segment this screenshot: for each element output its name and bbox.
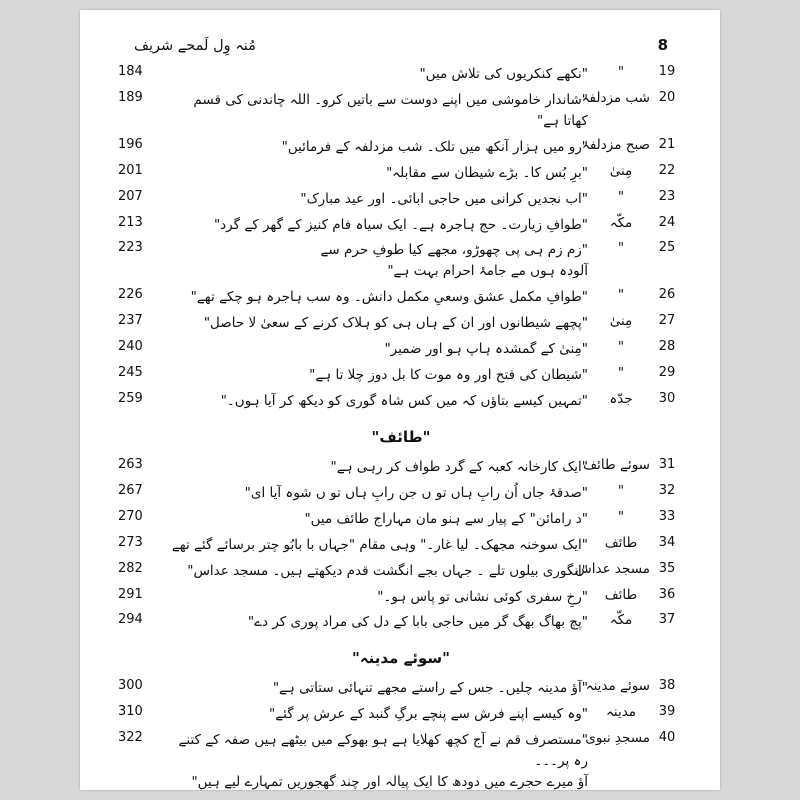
toc-section-heading: "سوئے مدینہ" [352,649,450,668]
toc-entry-title-line: "آؤ مدینہ چلیں۔ جس کے راستے مجھے تنہائی ستاتی ہے" [272,680,588,697]
toc-entry-row[interactable] [118,161,684,187]
toc-entry-title-line: "تمہیں کیسے بتاؤں کہ میں کس شاہ گوری کو دیکھ کر آیا ہوں۔" [220,392,588,409]
toc-entry-row[interactable] [118,728,684,790]
toc-entry-page: 267 [118,482,143,498]
toc-entry-title-line: "د رامائن" کے پیار سے ہنو مان مہاراج طائف میں" [304,510,588,527]
toc-entry-title-line: "پچ بھاگ بھگ گر میں حاجی بابا کے دل کی مراد پوری کر دے" [247,614,588,631]
toc-entry-title-continuation: آلودہ ہوں مے جامۂ احرام بہت ہے" [387,263,588,280]
toc-section-heading-row [118,415,684,455]
toc-entry-index: 19 [658,64,676,79]
toc-entry-title-line: "رو میں ہزار آنکھ میں تلک۔ شب مزدلفہ کے فرمائیں" [281,138,588,155]
toc-entry-row[interactable] [118,533,684,559]
toc-entry-index: 29 [658,365,676,381]
toc-entry-index: 27 [658,313,676,329]
toc-entry-place: صبح مزدلفہ [581,136,650,153]
toc-entry-row[interactable] [118,88,684,135]
toc-entry-index: 36 [658,586,676,602]
toc-entry-page: 207 [118,188,143,204]
toc-entry-title[interactable] [158,389,592,415]
toc-entry-place: " [617,508,625,525]
toc-entry-row[interactable] [118,135,684,161]
toc-entry-index: 40 [658,730,676,746]
toc-entry-place: طائف [604,534,638,551]
toc-entry-page: 310 [118,704,143,720]
toc-entry-page: 245 [118,365,143,381]
toc-entry-page: 223 [118,240,143,256]
toc-entry-row[interactable] [118,507,684,533]
toc-entry-place: مکّہ [609,612,633,629]
toc-entry-index: 38 [658,678,676,694]
toc-entry-index: 37 [658,612,676,628]
toc-entry-row[interactable] [118,238,684,285]
toc-entry-place: مدینہ [605,704,637,721]
toc-entry-page: 282 [118,560,143,576]
toc-entry-title[interactable] [158,507,592,533]
toc-entry-index: 35 [658,560,676,576]
toc-entry-title-line: "زم زم ہی پی چھوڑو، مجھے کیا طوفِ حرم سے [320,242,588,259]
toc-entry-title-line: "شاندار خاموشی میں اپنے دوست سے باتیں کرو۔ اللہ چاندنی کی قسم کھاتا ہے" [193,91,588,129]
toc-section-heading-row [118,636,684,676]
toc-entry-title[interactable] [158,135,592,161]
toc-entry-page: 189 [118,89,143,105]
toc-entry-title-continuation: آؤ میرے حجرے میں دودھ کا ایک پیالہ اور چند گھجوریں تمہارے لیے ہیں" [191,774,588,790]
toc-entry-title-line: "اب نجدیں کرانی میں حاجی ابائی۔ اور عید مبارک" [300,190,588,207]
toc-entry-row[interactable] [118,455,684,481]
toc-entry-page: 263 [118,456,143,472]
toc-entry-title[interactable] [158,88,592,135]
toc-entry-row[interactable] [118,311,684,337]
toc-entry-place: مسجدِ نبوی [585,730,650,747]
toc-entry-place: مکّہ [609,214,633,231]
toc-entry-place: شب مزدلفہ [581,89,650,106]
toc-entry-index: 34 [658,534,676,550]
page-number: 8 [657,36,668,54]
toc-entry-title[interactable] [158,585,592,611]
toc-entry-place: جدّہ [609,390,633,407]
toc-entry-row[interactable] [118,285,684,311]
toc-entry-title[interactable] [158,337,592,363]
toc-entry-index: 33 [658,508,676,524]
toc-entry-title-line: "شیطان کی فتح اور وہ موت کا بل دوز چلا تا ہے" [309,367,588,384]
toc-entry-index: 39 [658,704,676,720]
toc-entry-title[interactable] [158,238,592,285]
toc-entry-title-line: "صدقۂ جاں اُن رابِ ہاں تو ں جن رابِ ہاں تو ں شوہ آیا ای" [244,484,588,501]
toc-entry-title[interactable] [158,481,592,507]
toc-entry-page: 259 [118,390,143,406]
toc-entry-index: 23 [658,188,676,204]
toc-entry-title[interactable] [158,610,592,636]
toc-entry-place: " [617,64,625,80]
toc-entry-row[interactable] [118,389,684,415]
toc-entry-title-line: "نکھے کنکریوں کی تلاش میں" [419,66,588,82]
toc-entry-page: 240 [118,339,143,355]
page-header [118,36,684,54]
toc-entry-index: 32 [658,482,676,498]
toc-entry-title-line: "پچھے شیطانوں اور ان کے ہاں ہی کو ہلاک کرنے کے سعیٰ لا حاصل" [203,315,588,332]
toc-entry-place: " [617,365,625,382]
toc-entry-title-line: "مستصرف قم نے آج کچھ کھلایا ہے ہو بھوکے میں بیٹھے ہیں صفہ کے کتنے رہ پر۔۔۔ [178,732,588,770]
toc-entry-page: 270 [118,508,143,524]
toc-entry-title[interactable] [158,311,592,337]
toc-body [118,62,684,790]
toc-entry-place: سوئے طائف [583,456,650,473]
toc-entry-title-line: "انگوری بیلوں تلے ۔ جہاں بجے انگشت قدم دیکھتے ہیں۔ مسجد عداس" [187,562,588,579]
toc-entry-index: 26 [658,287,676,303]
toc-entry-place: " [617,188,625,205]
toc-entry-title-line: "طوافِ مکمل عشق وسعیِ مکمل دانش۔ وہ سب ہاجرہ ہو چکے تھے" [190,289,588,306]
toc-entry-title[interactable] [158,533,592,559]
toc-entry-place: مِنیٰ [609,162,633,179]
toc-entry-place: " [617,240,625,257]
toc-entry-title-line: "ایک کارخانہ کعبہ کے گرد طواف کر رہی ہے" [330,458,588,475]
toc-entry-title[interactable] [158,559,592,585]
table-of-contents [118,62,684,790]
toc-entry-page: 237 [118,313,143,329]
toc-section-heading: "طائف" [371,427,431,446]
toc-entry-title-line: "رخِ سفری کوئی نشانی تو پاس ہو۔" [377,588,588,605]
toc-entry-title[interactable] [158,702,592,728]
toc-entry-row[interactable] [118,585,684,611]
toc-entry-index: 25 [658,240,676,256]
toc-entry-index: 31 [658,456,676,472]
toc-entry-page: 291 [118,586,143,602]
toc-entry-page: 196 [118,136,143,152]
toc-entry-place: " [617,482,625,499]
toc-entry-place: " [617,287,625,304]
toc-entry-row[interactable] [118,337,684,363]
toc-entry-page: 213 [118,214,143,230]
toc-entry-row[interactable] [118,702,684,728]
toc-entry-title[interactable] [158,363,592,389]
toc-entry-page: 300 [118,678,143,694]
toc-entry-index: 24 [658,214,676,230]
toc-entry-index: 20 [658,89,676,105]
toc-entry-title[interactable] [158,728,592,790]
toc-entry-row[interactable] [118,213,684,239]
toc-entry-row[interactable] [118,187,684,213]
toc-entry-page: 322 [118,730,143,746]
toc-entry-page: 201 [118,162,143,178]
toc-entry-row[interactable] [118,481,684,507]
toc-entry-title-line: "مِنیٰ کے گمشدہ ہاپ ہو اور ضمیر" [384,341,588,358]
toc-entry-place: " [617,339,625,356]
toc-entry-index: 22 [658,162,676,178]
toc-entry-row[interactable] [118,559,684,585]
toc-entry-title-line: "طوافِ زیارت۔ حج ہاجرہ ہے۔ ایک سیاہ فام کنیز کے گھر کے گرد" [213,216,588,233]
toc-entry-row[interactable] [118,610,684,636]
toc-entry-title[interactable] [158,285,592,311]
toc-entry-page: 273 [118,534,143,550]
toc-entry-page: 294 [118,612,143,628]
book-title: مُنہ وِل لَمحے شریف [134,38,256,54]
toc-entry-index: 30 [658,390,676,406]
toc-entry-title-line: "برِ بُس کا۔ بڑے شیطان سے مقابلہ" [386,164,588,181]
toc-entry-row[interactable] [118,676,684,702]
toc-entry-place: مِنیٰ [609,313,633,330]
toc-entry-title[interactable] [158,676,592,702]
toc-entry-place: مسجد عداس [575,560,650,577]
page-content [118,36,684,790]
toc-entry-row[interactable] [118,62,684,88]
toc-entry-page: 184 [118,64,143,79]
toc-entry-title-line: "وہ کیسے اپنے فرش سے پنچے برگِ گنبد کے عرش پر گئے" [269,706,588,723]
toc-entry-title[interactable] [158,161,592,187]
toc-entry-page: 226 [118,287,143,303]
toc-entry-title[interactable] [158,455,592,481]
toc-entry-index: 28 [658,339,676,355]
toc-entry-row[interactable] [118,363,684,389]
toc-entry-place: طائف [604,586,638,603]
toc-entry-title[interactable] [158,62,592,88]
toc-entry-title[interactable] [158,213,592,239]
toc-entry-title[interactable] [158,187,592,213]
toc-entry-index: 21 [658,136,676,152]
toc-entry-title-line: "ایک سوخنہ مجھک۔ لیا غار۔" وہی مقام "جہاں با بابُو چتر برسائے گئے تھے [171,536,588,553]
toc-entry-place: سوئے مدینہ [585,678,650,695]
paper-sheet [80,10,720,790]
